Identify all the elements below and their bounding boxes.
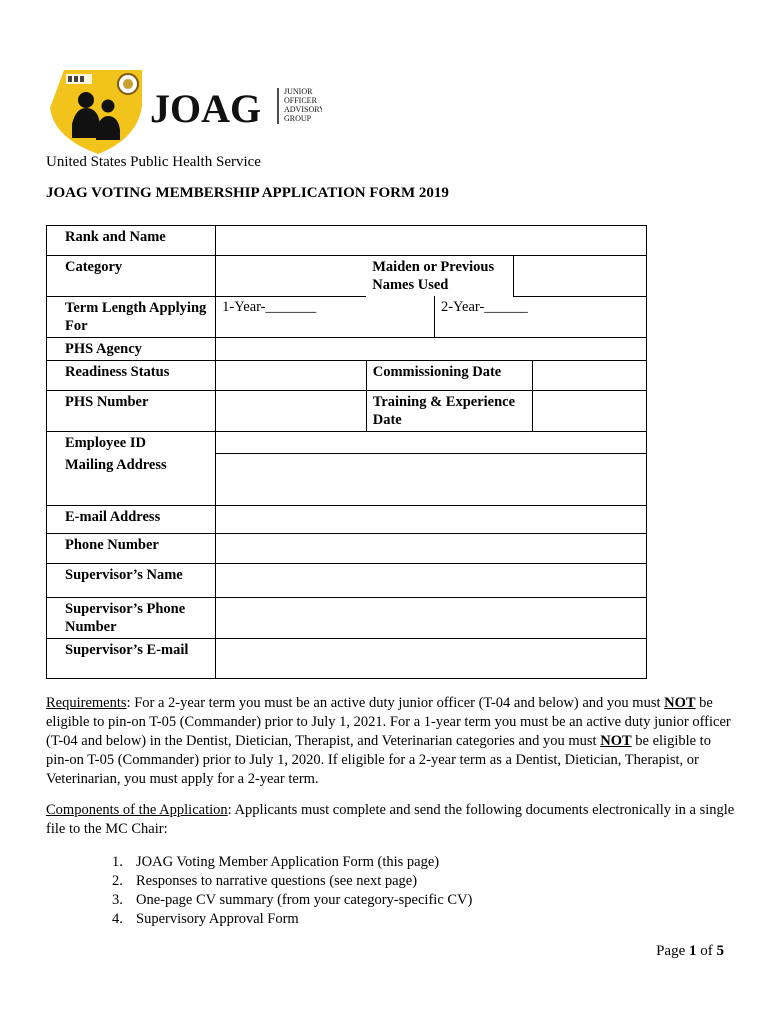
supervisor-phone-field[interactable] [216,598,647,639]
phs-agency-label: PHS Agency [47,337,216,360]
svg-text:JUNIOR: JUNIOR [284,87,313,96]
term-2year-option[interactable]: 2-Year-______ [434,296,646,337]
logo-wordmark: JOAG [150,86,262,131]
phone-label: Phone Number [47,534,216,564]
maiden-names-label: Maiden or Previous Names Used [366,256,513,297]
application-form-table [46,225,647,679]
components-heading: Components of the Application [46,802,228,818]
svg-text:OFFICER: OFFICER [284,96,317,105]
email-field[interactable] [216,506,647,534]
phone-field[interactable] [216,534,647,564]
phs-number-label: PHS Number [47,390,216,431]
employee-id-field[interactable] [216,431,647,454]
supervisor-phone-label: Supervisor’s Phone Number [47,598,216,639]
supervisor-email-field[interactable] [216,639,647,679]
svg-text:GROUP: GROUP [284,114,312,123]
phs-agency-field[interactable] [216,337,647,360]
requirements-paragraph: Requirements: For a 2-year term you must be an active duty junior officer (T-04 and below) and you must NOT be eligible to pin-on T-05 (Commander) prior to July 1, 2021. For a 1-year term you must be an active duty junior officer (T-04 and below) in the Dentist, Dietician, Therapist, and Veterinarian categories and you must NOT be eligible to pin-on T-05 (Commander) prior to July 1, 2020. If eligible for a 2-year term as a Dentist, Dietician, Therapist, or Veterinarian, you must apply for a 2-year term. [46,695,731,787]
organization-name: United States Public Health Service [46,154,261,170]
supervisor-name-field[interactable] [216,564,647,598]
training-date-label: Training & Experience Date [366,390,533,431]
term-1year-option[interactable]: 1-Year-_______ [216,296,435,337]
mailing-address-label: Mailing Address [47,454,216,506]
phs-number-field[interactable] [216,390,367,431]
readiness-status-label: Readiness Status [47,360,216,390]
commissioning-date-label: Commissioning Date [366,360,533,390]
rank-name-field[interactable] [216,226,647,256]
category-field[interactable] [216,256,367,297]
list-item: 4. Supervisory Approval Form [112,911,299,927]
supervisor-email-label: Supervisor’s E-mail [47,639,216,679]
maiden-names-field[interactable] [513,256,646,297]
training-date-field[interactable] [533,390,647,431]
mailing-address-field[interactable] [216,454,647,506]
commissioning-date-field[interactable] [533,360,647,390]
list-item: 2. Responses to narrative questions (see next page) [112,873,418,889]
components-paragraph: Components of the Application: Applicants must complete and send the following documents electronically in a single file to the MC Chair: [46,802,735,837]
category-label: Category [47,256,216,297]
readiness-status-field[interactable] [216,360,367,390]
employee-id-label: Employee ID [47,431,216,454]
page-number: Page 1 of 5 [656,943,724,959]
svg-text:ADVISORY: ADVISORY [284,105,322,114]
supervisor-name-label: Supervisor’s Name [47,564,216,598]
list-item: 3. One-page CV summary (from your category-specific CV) [112,892,473,908]
components-list [112,853,472,929]
email-label: E-mail Address [47,506,216,534]
requirements-heading: Requirements [46,695,127,711]
joag-logo [46,66,322,156]
term-length-label: Term Length Applying For [47,296,216,337]
form-title: JOAG VOTING MEMBERSHIP APPLICATION FORM 2019 [46,185,449,201]
rank-name-label: Rank and Name [47,226,216,256]
list-item: 1. JOAG Voting Member Application Form (this page) [112,854,440,870]
